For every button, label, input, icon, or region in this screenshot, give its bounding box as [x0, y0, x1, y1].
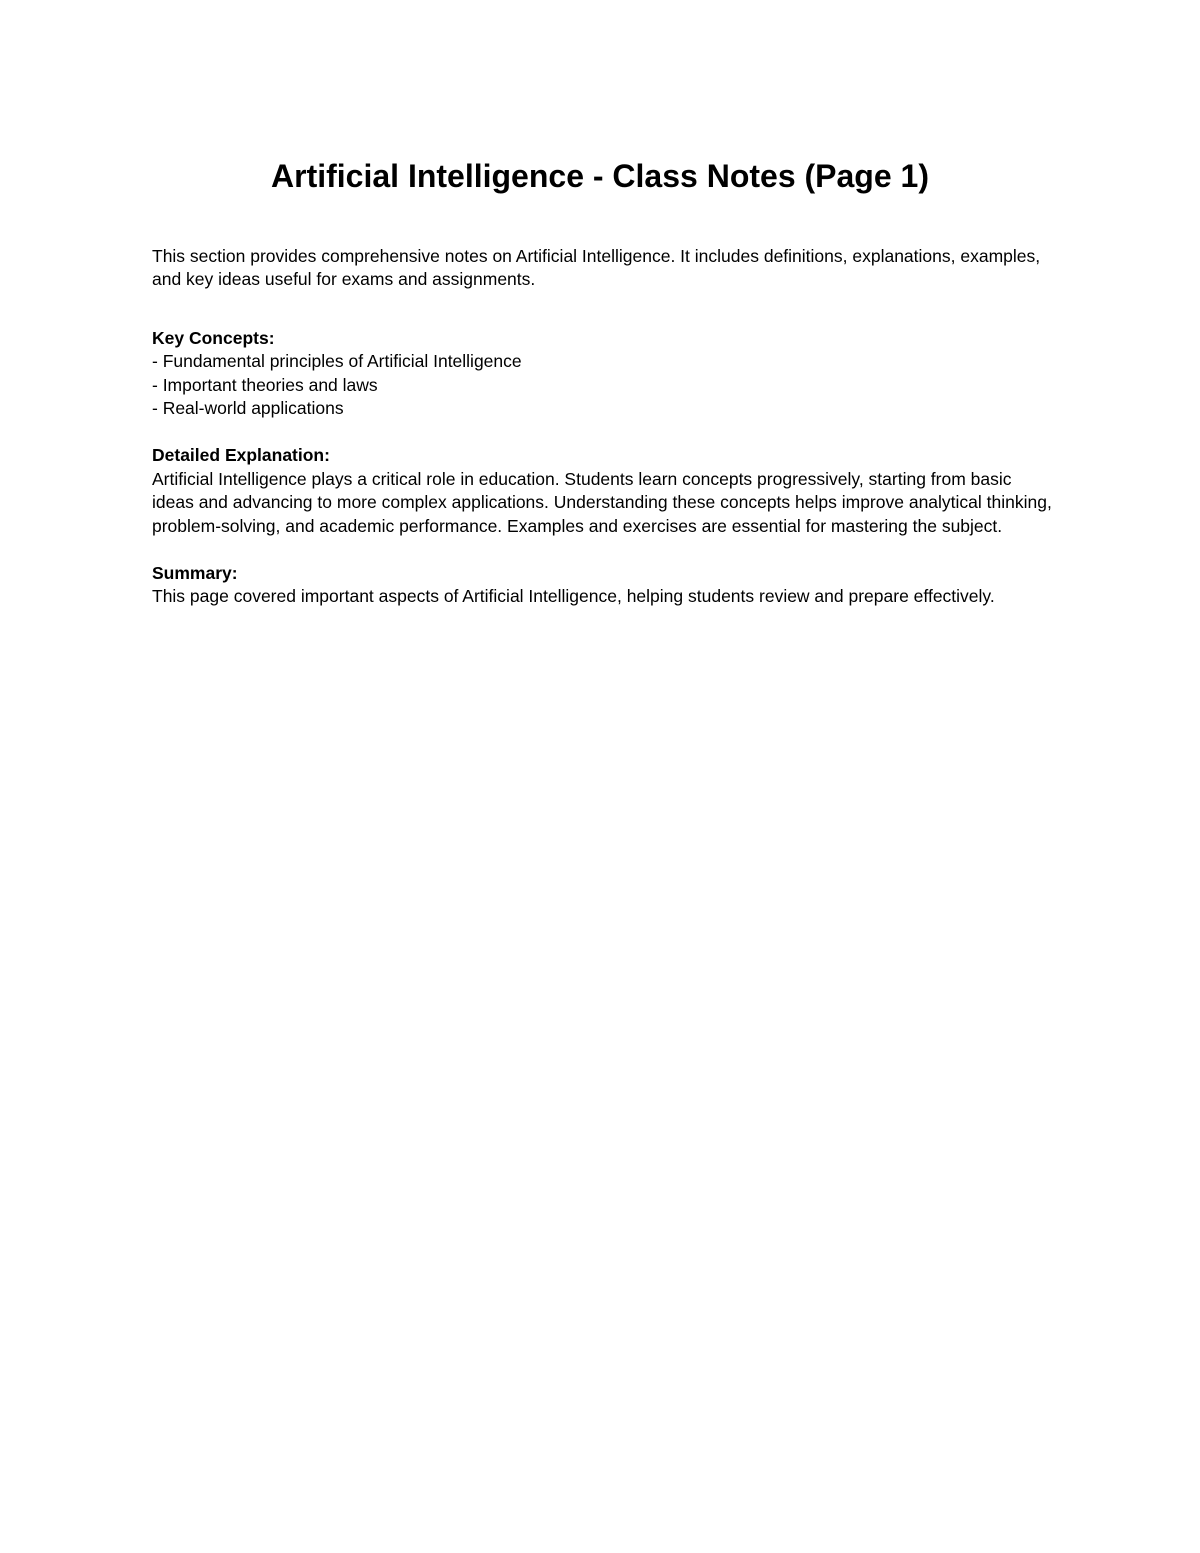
- document-body: [152, 245, 1052, 609]
- key-concepts-section: [152, 327, 1052, 421]
- list-item: - Important theories and laws: [152, 374, 378, 395]
- summary-section: [152, 562, 1052, 609]
- detailed-explanation-section: [152, 444, 1052, 538]
- intro-paragraph: This section provides comprehensive notes on Artificial Intelligence. It includes definitions, explanations, examples, and key ideas useful for exams and assignments.: [152, 246, 1041, 290]
- key-concepts-heading: Key Concepts:: [152, 327, 275, 348]
- detailed-explanation-heading: Detailed Explanation:: [152, 445, 330, 466]
- list-item: - Fundamental principles of Artificial Intelligence: [152, 351, 522, 372]
- summary-heading: Summary:: [152, 563, 238, 584]
- summary-text: This page covered important aspects of Artificial Intelligence, helping students review and prepare effectively.: [152, 586, 995, 607]
- detailed-explanation-text: Artificial Intelligence plays a critical role in education. Students learn concepts progressively, starting from basic ideas and advancing to more complex applications. Understanding these concepts helps improve analytical thinking, problem-solving, and academic performance. Examples and exercises are essential for mastering the subject.: [152, 468, 1052, 536]
- page-title: Artificial Intelligence - Class Notes (Page 1): [271, 158, 929, 194]
- key-concepts-list: [152, 350, 1052, 420]
- list-item: - Real-world applications: [152, 398, 344, 419]
